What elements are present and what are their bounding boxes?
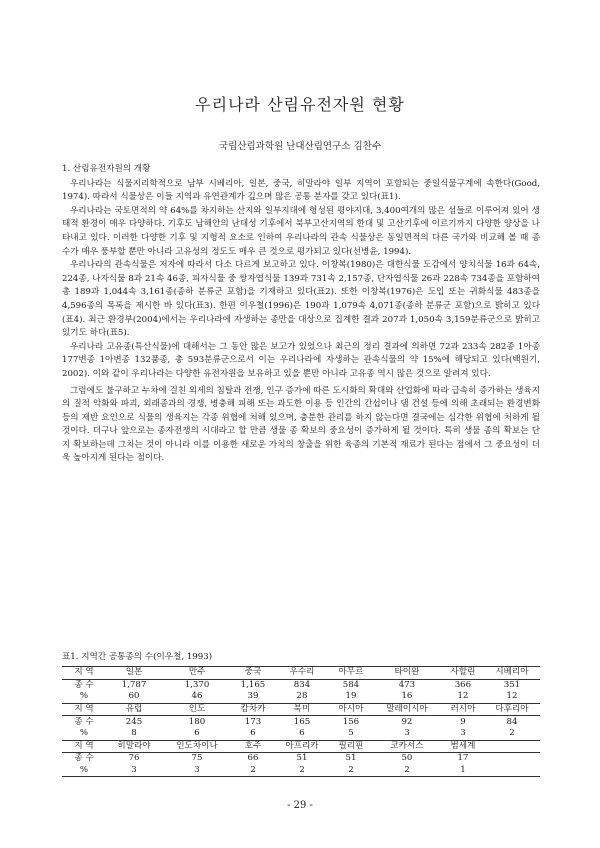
body-text	[62, 163, 540, 466]
table-cell: 중국	[232, 667, 274, 680]
table-row	[62, 728, 540, 740]
table-cell: 종 수	[62, 753, 106, 765]
table-cell: 2	[372, 765, 442, 777]
table-cell: 시베리아	[484, 667, 540, 680]
paragraph: 우리나라는 식물지리학적으로 남부 시베리아, 일본, 중국, 히말라야 일부 지역이 포함되는 중일식물구계에 속한다(Good, 1974). 따라서 식물상은 이들 지역과 유연관계가 깊으며 많은 공통 분자를 갖고 있다(표1).	[62, 178, 540, 203]
table-cell: 8	[131, 728, 137, 739]
table-cell: 66	[232, 753, 274, 765]
paragraph: 그럼에도 불구하고 누차에 걸친 외세의 침탈과 전쟁, 인구 증가에 따른 도시화의 확대와 산업화에 따라 급속히 증가하는 생육지의 질적 악화와 파괴, 외래종과의 경쟁, 병충해 피해 또는 과도한 이용 등 인간의 간섭이나 댐 건설 등에 의해 초래되는 환경변화 등의 제반 요인으로 식물의 생육지는 각종 위협에 처해 있으며, 충분한 관리를 하지 않는다면 결국에는 심각한 위협에 처하게 될 것이다. 더구나 앞으로는 종자전쟁의 시대라고 할 만큼 생물 종 확보의 중요성이 증가하게 될 것이다. 특히 생물 종의 확보는 단지 확보하는데 그치는 것이 아니라 이를 이용한 새로운 가치의 창출을 위한 육종의 기본적 재료가 된다는 점에서 그 중요성이 더욱 높아지게 된다는 점이다.	[62, 385, 540, 464]
page-number: - 29 -	[287, 800, 313, 811]
table-cell: 지 역	[62, 667, 106, 680]
table-cell: 6	[250, 728, 256, 739]
table-cell: 180	[162, 716, 232, 728]
table-cell: 12	[457, 691, 469, 702]
table-cell: 북미	[274, 703, 330, 716]
table-cell	[484, 740, 540, 753]
table-row	[62, 691, 540, 703]
table-cell: 범세계	[442, 740, 484, 753]
table-cell: 2	[232, 765, 274, 777]
table-cell: 351	[484, 679, 540, 691]
table-row	[62, 679, 540, 691]
table-cell: 12	[506, 691, 518, 702]
section-heading: 1. 산림유전자원의 개황	[62, 164, 151, 174]
table-cell: 84	[484, 716, 540, 728]
table-cell: 5	[348, 728, 354, 739]
table-cell: 2	[330, 765, 372, 777]
paragraph: 우리나라 고유종(특산식물)에 대해서는 그 동안 많은 보고가 있었으나 최근의 정리 결과에 의하면 72과 233속 282종 1아종 177변종 1아변종 132품종, 총 593분류군으로서 이는 우리나라에 자생하는 관속식물의 약 15%에 해당되고 있다(백원기, 2002). 이와 같이 우리나라는 다양한 유전자원을 보유하고 있을 뿐만 아니라 고유종 역시 많은 것으로 알려져 있다.	[62, 341, 540, 379]
table-cell: 아무르	[330, 667, 372, 680]
table-cell: 366	[442, 679, 484, 691]
table-cell: 51	[330, 753, 372, 765]
table-cell: 일본	[106, 667, 162, 680]
table-cell: 인도	[162, 703, 232, 716]
table-cell: %	[62, 765, 106, 777]
table-cell: 156	[330, 716, 372, 728]
table-cell: 584	[330, 679, 372, 691]
table-header-row	[62, 667, 540, 680]
table-cell: 75	[162, 753, 232, 765]
table-cell: 16	[401, 691, 413, 702]
table-cell: 28	[296, 691, 308, 702]
table-cell: 필리핀	[330, 740, 372, 753]
table-cell: 473	[372, 679, 442, 691]
table-cell: 39	[247, 691, 259, 702]
table-cell: 6	[194, 728, 200, 739]
table-cell: 타이완	[372, 667, 442, 680]
paragraph: 우리나라는 국토면적의 약 64%를 차지하는 산지와 일부지대에 형성된 평야지대, 3,400여개의 많은 섬들로 이루어져 있어 생태적 환경이 매우 다양하다. 기후도 남해안의 난대성 기후에서 북부고산지역의 한대 및 고산기후에 이르기까지 다양한 양상을 나타내고 있다. 이러한 다양한 기후 및 지형적 요소로 인하여 우리나라의 관속 식물상은 동일면적의 다른 국가와 비교해 볼 때 종 수가 매우 풍부할 뿐만 아니라 고유성의 정도도 매우 큰 것으로 평가되고 있다(선병윤, 1994).	[62, 205, 540, 257]
table-cell: 3	[162, 765, 232, 777]
table-cell: 2	[274, 765, 330, 777]
table-cell: 1,165	[232, 679, 274, 691]
table-cell: 유럽	[106, 703, 162, 716]
table-cell: 1	[442, 765, 484, 777]
table-cell: 46	[191, 691, 203, 702]
table-cell: 3	[460, 728, 466, 739]
table-cell: %	[79, 691, 89, 702]
table-cell	[484, 753, 540, 765]
table-cell: 834	[274, 679, 330, 691]
table-cell: 19	[345, 691, 357, 702]
table-cell: 165	[274, 716, 330, 728]
author-affiliation: 국립산림과학원 난대산림연구소 김찬수	[218, 141, 382, 152]
table-cell: %	[79, 728, 89, 739]
table-cell: 히말라야	[106, 740, 162, 753]
table-row	[62, 753, 540, 765]
table-cell: 인도차이나	[162, 740, 232, 753]
table-row	[62, 716, 540, 728]
table-cell	[484, 765, 540, 777]
table-cell: 245	[106, 716, 162, 728]
document-title: 우리나라 산림유전자원 현황	[195, 95, 405, 114]
common-species-table	[62, 666, 540, 777]
table-cell: 사할린	[442, 667, 484, 680]
table-cell: 지 역	[62, 703, 106, 716]
table-cell: 2	[509, 728, 515, 739]
table-cell: 호주	[232, 740, 274, 753]
table-cell: 3	[106, 765, 162, 777]
table-cell: 지 역	[62, 740, 106, 753]
table-cell: 만주	[162, 667, 232, 680]
table-cell: 51	[274, 753, 330, 765]
table-header-row	[62, 740, 540, 753]
table-cell: 아프리카	[274, 740, 330, 753]
table-cell: 아시아	[330, 703, 372, 716]
table-cell: 종 수	[62, 716, 106, 728]
table-cell: 1,370	[162, 679, 232, 691]
table-cell: 50	[372, 753, 442, 765]
table-cell: 9	[442, 716, 484, 728]
table-cell: 다후리아	[484, 703, 540, 716]
table-cell: 17	[442, 753, 484, 765]
table-cell: 러시아	[442, 703, 484, 716]
table-cell: 60	[128, 691, 140, 702]
table-row	[62, 765, 540, 777]
table-caption: 표1. 지역간 공통종의 수(이우철, 1993)	[62, 652, 213, 662]
table-cell: 6	[299, 728, 305, 739]
table-cell: 92	[372, 716, 442, 728]
table-cell: 우수리	[274, 667, 330, 680]
table-cell: 3	[404, 728, 410, 739]
table-cell: 76	[106, 753, 162, 765]
paragraph: 우리나라의 관속식물은 저자에 따라서 다소 다르게 보고하고 있다. 이창복(1980)은 대한식물 도감에서 양치식물 16과 64속, 224종, 나자식물 8과 21속 46종, 피자식물 중 쌍자엽식물 139과 731속 2,157종, 단자엽식물 26과 228속 734종을 포함하여 총 189과 1,044속 3,161종(종하 분류군 포함)을 기재하고 있다(표2). 또한 이창복(1976)은 도입 또는 귀화식물 483종을 4,596종의 목록을 제시한 바 있다(표3). 한편 이우철(1996)은 190과 1,079속 4,071종(종하 분류군 포함)으로 밝히고 있다(표4). 최근 환경부(2004)에서는 우리나라에 자생하는 종만을 대상으로 집계한 결과 207과 1,050속 3,159분류군으로 밝히고 있기도 하다(표5).	[62, 260, 540, 339]
table-cell: 코카서스	[372, 740, 442, 753]
table-cell: 캄차카	[232, 703, 274, 716]
table-cell: 말레이시아	[372, 703, 442, 716]
table-cell: 1,787	[106, 679, 162, 691]
table-header-row	[62, 703, 540, 716]
table-cell: 173	[232, 716, 274, 728]
table-cell: 종 수	[62, 679, 106, 691]
